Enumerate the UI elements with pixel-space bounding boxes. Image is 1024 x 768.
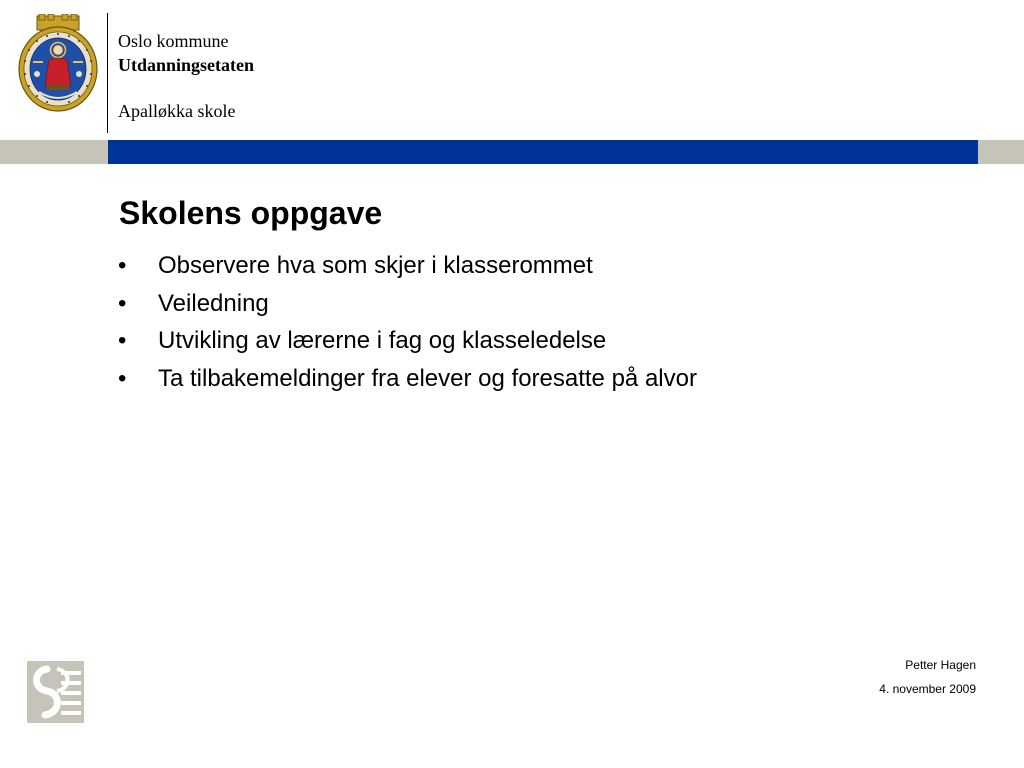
slide-title: Skolens oppgave xyxy=(119,195,383,231)
oslo-city-crest-icon xyxy=(17,14,99,114)
oslo-kommune-logo-icon xyxy=(27,661,84,723)
organization-name: Oslo kommune xyxy=(118,31,229,51)
header-band-gray-right xyxy=(978,140,1024,164)
agency-name: Utdanningsetaten xyxy=(118,55,255,75)
footer-author: Petter Hagen xyxy=(905,658,976,672)
bullet-text: Ta tilbakemeldinger fra elever og foresatte på alvor xyxy=(158,364,697,392)
bullet-text: Utvikling av lærerne i fag og klasseledelse xyxy=(158,327,607,355)
bullet-marker: • xyxy=(118,327,127,355)
bullet-marker: • xyxy=(118,289,127,317)
bullet-marker: • xyxy=(118,364,127,392)
bullet-marker: • xyxy=(118,252,127,279)
header-divider xyxy=(107,13,108,133)
bullet-text: Veiledning xyxy=(158,289,269,317)
school-name: Apalløkka skole xyxy=(118,101,236,121)
header-band-gray-left xyxy=(0,140,108,164)
header-band-blue xyxy=(108,140,978,164)
footer-date: 4. november 2009 xyxy=(879,682,976,696)
bullet-text: Observere hva som skjer i klasserommet xyxy=(158,252,593,279)
